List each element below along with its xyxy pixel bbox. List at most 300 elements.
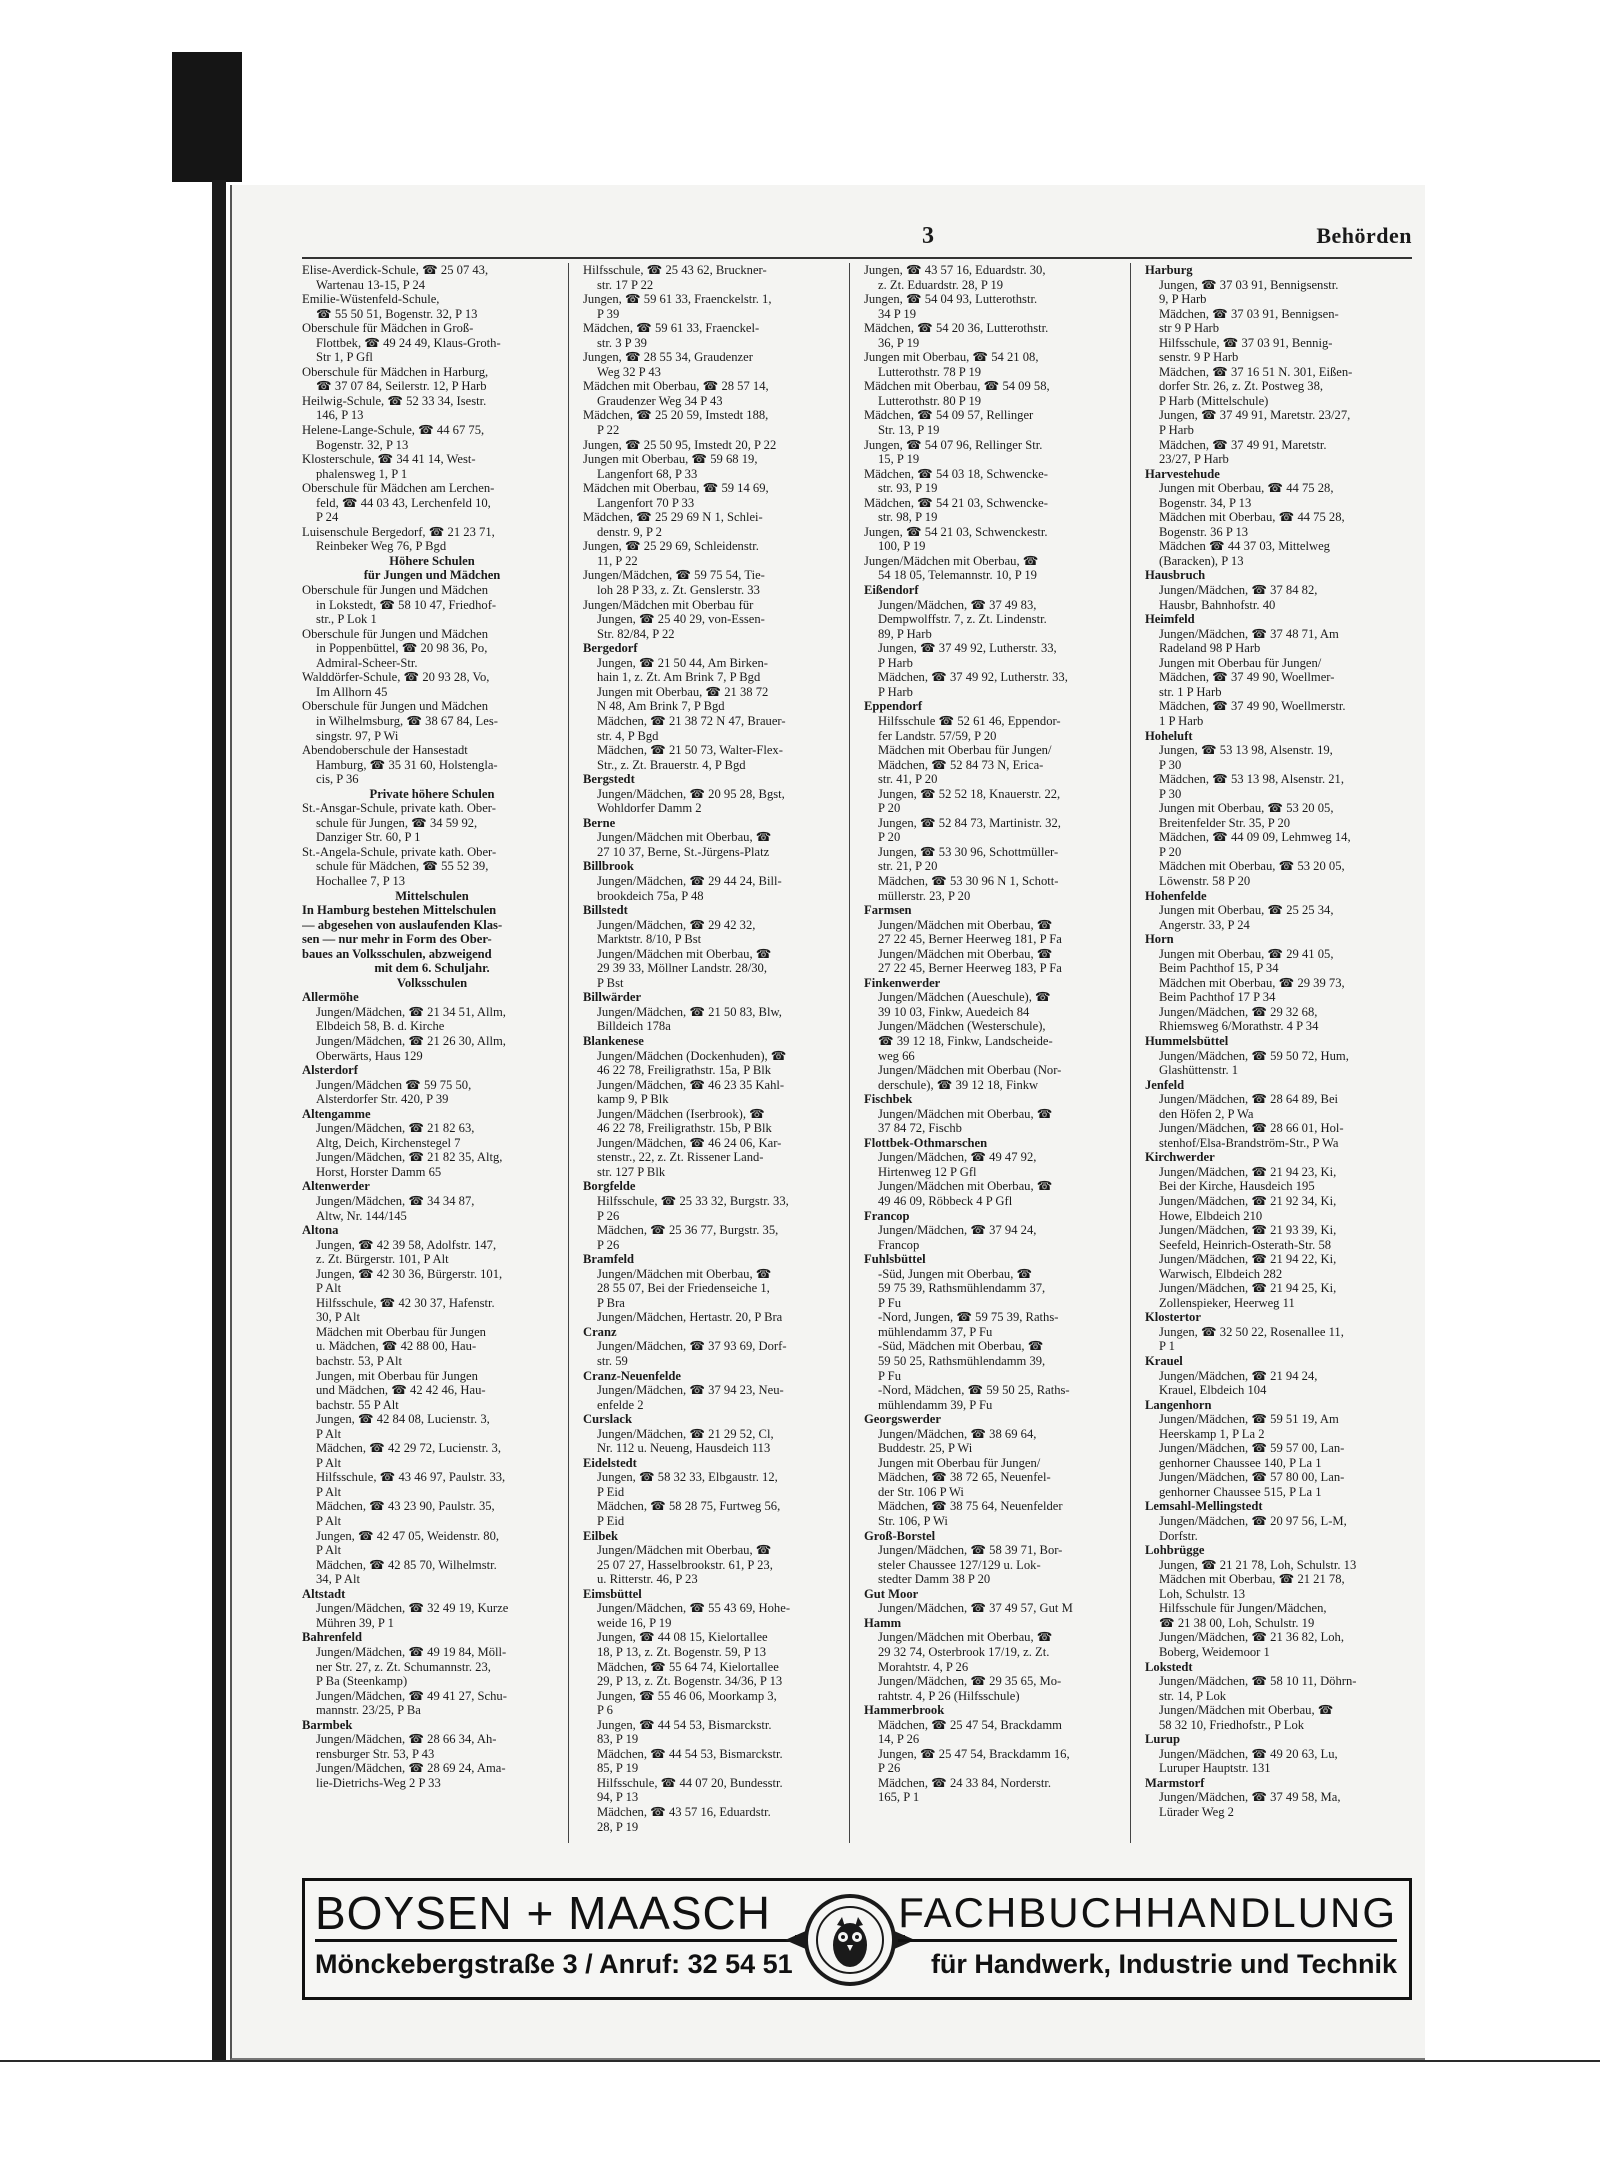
directory-line: Jungen, ☎ 28 55 34, Graudenzer (583, 350, 753, 365)
directory-line: baues an Volksschulen, abzweigend (302, 946, 492, 961)
directory-line: Mädchen, ☎ 24 33 84, Norderstr. (878, 1775, 1052, 1790)
directory-line: Bogenstr. 32, P 13 (316, 437, 409, 452)
directory-line: Wohldorfer Damm 2 (597, 801, 702, 816)
directory-line: Mädchen, ☎ 21 38 72 N 47, Brauer- (597, 713, 786, 728)
directory-line: Admiral-Scheer-Str. (316, 655, 418, 670)
directory-line: -Nord, Jungen, ☎ 59 75 39, Raths- (878, 1310, 1059, 1325)
directory-line: — abgesehen von auslaufenden Klas- (302, 917, 503, 932)
directory-line: Jungen/Mädchen, ☎ 49 41 27, Schu- (316, 1688, 507, 1703)
directory-line: 49 46 09, Röbbeck 4 P Gfl (878, 1194, 1013, 1208)
directory-line: 94, P 13 (597, 1790, 639, 1805)
directory-line: Mädchen, ☎ 58 28 75, Furtweg 56, (597, 1499, 781, 1514)
directory-line: Jungen/Mädchen mit Oberbau, ☎ (878, 946, 1053, 961)
directory-line: Jungen/Mädchen, ☎ 37 84 82, (1159, 583, 1318, 598)
directory-line: Jungen, ☎ 52 84 73, Martinistr. 32, (878, 815, 1061, 830)
directory-line: Jungen, ☎ 58 32 33, Elbgaustr. 12, (597, 1470, 778, 1485)
directory-line: Jungen/Mädchen, ☎ 29 44 24, Bill- (597, 873, 782, 888)
district-heading: Groß-Borstel (864, 1528, 936, 1543)
district-heading: Cranz (583, 1324, 617, 1339)
directory-line: Mädchen, ☎ 53 30 96 N 1, Schott- (878, 873, 1059, 888)
scan-edge-left (212, 180, 226, 2060)
directory-line: Jungen/Mädchen, ☎ 21 29 52, Cl, (597, 1426, 774, 1441)
district-heading: Eimsbüttel (583, 1586, 642, 1601)
directory-line: Jungen mit Oberbau, ☎ 53 20 05, (1159, 801, 1334, 816)
district-heading: Billbrook (583, 859, 634, 874)
directory-line: Mädchen, ☎ 54 21 03, Schwencke- (864, 495, 1048, 510)
directory-line: Jungen, ☎ 25 50 95, Imstedt 20, P 22 (583, 437, 777, 452)
directory-line: Dorfstr. (1159, 1528, 1198, 1543)
directory-line: P Alt (316, 1514, 342, 1529)
directory-line: Jungen/Mädchen (Aueschule), ☎ (878, 990, 1051, 1005)
directory-line: Jungen/Mädchen, ☎ 37 49 83, (878, 597, 1037, 612)
directory-line: str. 98, P 19 (878, 510, 938, 525)
directory-line: Jungen, ☎ 42 30 36, Bürgerstr. 101, (316, 1266, 503, 1281)
running-head: Behörden (1316, 223, 1412, 248)
directory-line: Altg, Deich, Kirchenstegel 7 (316, 1135, 461, 1150)
directory-line: Beim Pachthof 15, P 34 (1159, 961, 1279, 976)
directory-line: Jungen/Mädchen (Iserbrook), ☎ (597, 1106, 765, 1121)
directory-line: Jungen/Mädchen, ☎ 37 94 23, Neu- (597, 1383, 784, 1398)
directory-line: Bei der Kirche, Hausdeich 195 (1159, 1179, 1315, 1194)
directory-line: Jungen, mit Oberbau für Jungen (316, 1368, 478, 1383)
directory-line: Jungen/Mädchen, ☎ 59 51 19, Am (1159, 1412, 1339, 1427)
directory-line: Mädchen, ☎ 43 23 90, Paulstr. 35, (316, 1499, 495, 1514)
directory-line: Jungen mit Oberbau, ☎ 54 21 08, (864, 350, 1039, 365)
directory-line: Hilfsschule, ☎ 43 46 97, Paulstr. 33, (316, 1470, 506, 1485)
directory-line: Jungen, ☎ 42 47 05, Weidenstr. 80, (316, 1528, 500, 1543)
directory-line: Zollenspieker, Heerweg 11 (1159, 1295, 1295, 1310)
district-heading: Eißendorf (864, 583, 919, 598)
directory-line: Jungen/Mädchen, ☎ 21 36 82, Loh, (1159, 1630, 1344, 1645)
directory-line: Alsterdorfer Str. 420, P 39 (316, 1092, 449, 1107)
directory-line: Hilfsschule für Jungen/Mädchen, (1159, 1601, 1327, 1616)
section-heading: Mittelschulen (395, 888, 469, 903)
directory-line: Jungen/Mädchen, ☎ 37 49 58, Ma, (1159, 1790, 1341, 1805)
page-header (302, 223, 1412, 255)
district-heading: Eidelstedt (583, 1455, 637, 1470)
directory-line: Hilfsschule, ☎ 25 33 32, Burgstr. 33, (597, 1194, 789, 1208)
directory-line: Jungen/Mädchen, ☎ 21 34 51, Allm, (316, 1004, 506, 1019)
directory-line: In Hamburg bestehen Mittelschulen (302, 903, 497, 918)
directory-line: enfelde 2 (597, 1397, 644, 1412)
directory-line: 14, P 26 (878, 1732, 920, 1747)
directory-line: Angerstr. 33, P 24 (1159, 917, 1250, 932)
district-heading: Finkenwerder (864, 975, 941, 990)
directory-line: Mädchen, ☎ 44 54 53, Bismarckstr. (597, 1746, 783, 1761)
directory-line: Luisenschule Bergedorf, ☎ 21 23 71, (302, 524, 495, 539)
district-heading: Altona (302, 1223, 339, 1238)
directory-line: weide 16, P 19 (597, 1615, 672, 1630)
directory-line: Mädchen mit Oberbau, ☎ 44 75 28, (1159, 510, 1345, 525)
directory-line: Jungen/Mädchen mit Oberbau, ☎ (597, 1543, 772, 1558)
directory-line: P Ba (Steenkamp) (316, 1674, 408, 1689)
district-heading: Lokstedt (1145, 1659, 1193, 1674)
directory-line: derschule), ☎ 39 12 18, Finkw (878, 1077, 1039, 1092)
directory-line: Flottbek, ☎ 49 24 49, Klaus-Groth- (316, 335, 501, 350)
district-heading: Billstedt (583, 903, 628, 918)
directory-line: Jungen/Mädchen mit Oberbau, ☎ (878, 1630, 1053, 1645)
directory-line: 30, P Alt (316, 1310, 360, 1325)
directory-line: mannstr. 23/25, P Ba (316, 1703, 421, 1718)
directory-line: Jungen/Mädchen, ☎ 57 80 00, Lan- (1159, 1470, 1345, 1485)
directory-line: Lutterothstr. 78 P 19 (878, 364, 982, 379)
directory-line: Jungen/Mädchen, ☎ 20 95 28, Bgst, (597, 786, 785, 801)
directory-line: Jungen/Mädchen, ☎ 28 66 34, Ah- (316, 1732, 497, 1747)
district-heading: Heimfeld (1145, 612, 1195, 627)
directory-line: singstr. 97, P Wi (316, 728, 399, 743)
directory-line: Mädchen, ☎ 38 75 64, Neuenfelder (878, 1499, 1063, 1514)
directory-line: Jungen/Mädchen mit Oberbau für (583, 597, 754, 612)
directory-line: P Bra (597, 1295, 625, 1310)
directory-line: 1 P Harb (1159, 713, 1204, 728)
directory-line: u. Ritterstr. 46, P 23 (597, 1572, 698, 1587)
ad-left-block (315, 1887, 793, 1984)
directory-line: -Süd, Jungen mit Oberbau, ☎ (878, 1266, 1033, 1281)
directory-line: P 20 (878, 830, 901, 845)
directory-line: Jungen/Mädchen mit Oberbau, ☎ (597, 830, 772, 845)
directory-line: Jungen/Mädchen, ☎ 21 94 22, Ki, (1159, 1252, 1337, 1267)
directory-line: Jungen/Mädchen mit Oberbau, ☎ (878, 917, 1053, 932)
directory-line: dorfer Str. 26, z. Zt. Postweg 38, (1159, 379, 1324, 394)
directory-line: Jungen, ☎ 25 47 54, Brackdamm 16, (878, 1746, 1070, 1761)
directory-line: P 1 (1159, 1339, 1175, 1354)
district-heading: Bramfeld (583, 1252, 635, 1267)
directory-line: in Lokstedt, ☎ 58 10 47, Friedhof- (316, 597, 497, 612)
directory-line: P Harb (Mittelschule) (1159, 393, 1269, 408)
directory-line: Beim Pachthof 17 P 34 (1159, 990, 1276, 1005)
directory-line: lie-Dietrichs-Weg 2 P 33 (316, 1775, 441, 1790)
district-heading: Bahrenfeld (302, 1630, 362, 1645)
directory-line: genhorner Chaussee 515, P La 1 (1159, 1484, 1322, 1499)
directory-line: fer Landstr. 57/59, P 20 (878, 728, 997, 743)
district-heading: Horn (1145, 932, 1174, 947)
directory-line: Jungen/Mädchen mit Oberbau (Nor- (878, 1063, 1062, 1078)
directory-line: Mädchen, ☎ 53 13 98, Alsenstr. 21, (1159, 772, 1344, 787)
directory-line: Mädchen, ☎ 54 09 57, Rellinger (864, 408, 1034, 423)
directory-line: P Harb (878, 655, 913, 670)
directory-line: Reinbeker Weg 76, P Bgd (316, 539, 447, 554)
district-heading: Hamm (864, 1615, 902, 1630)
directory-line: Jungen/Mädchen, ☎ 46 24 06, Kar- (597, 1135, 782, 1150)
district-heading: Fischbek (864, 1092, 913, 1107)
directory-line: Mädchen, ☎ 37 16 51 N. 301, Eißen- (1159, 364, 1353, 379)
directory-line: Mädchen, ☎ 59 61 33, Fraenckel- (583, 321, 760, 336)
directory-line: Str. 82/84, P 22 (597, 626, 675, 641)
directory-line: weg 66 (878, 1048, 915, 1063)
directory-line: Francop (878, 1237, 920, 1252)
directory-line: Dempwolffstr. 7, z. Zt. Lindenstr. (878, 612, 1047, 627)
directory-line: Str., z. Zt. Brauerstr. 4, P Bgd (597, 757, 746, 772)
directory-line: Jungen, ☎ 21 50 44, Am Birken- (597, 655, 768, 670)
directory-line: Jungen, ☎ 55 46 06, Moorkamp 3, (597, 1688, 777, 1703)
directory-line: 11, P 22 (597, 553, 638, 568)
directory-line: 100, P 19 (878, 539, 926, 554)
directory-line: Graudenzer Weg 34 P 43 (597, 393, 723, 408)
directory-line: Jungen/Mädchen, ☎ 58 39 71, Bor- (878, 1543, 1063, 1558)
directory-line: P 30 (1159, 786, 1182, 801)
directory-line: P 30 (1159, 757, 1182, 772)
directory-line: 27 22 45, Berner Heerweg 183, P Fa (878, 961, 1062, 976)
directory-line: Jungen/Mädchen, Hertastr. 20, P Bra (597, 1310, 783, 1325)
district-heading: Berne (583, 815, 616, 830)
header-rule (302, 257, 1412, 259)
directory-line: ☎ 21 38 00, Loh, Schulstr. 19 (1159, 1615, 1315, 1630)
directory-line: Billdeich 178a (597, 1019, 671, 1034)
directory-line: Jungen, ☎ 21 21 78, Loh, Schulstr. 13 (1159, 1557, 1357, 1572)
directory-line: 165, P 1 (878, 1790, 920, 1805)
directory-line: Jungen, ☎ 54 21 03, Schwenckestr. (864, 524, 1048, 539)
directory-line: str 9 P Harb (1159, 321, 1220, 336)
directory-line: Jungen/Mädchen ☎ 59 75 50, (316, 1077, 472, 1092)
directory-line: Jungen/Mädchen, ☎ 32 49 19, Kurze (316, 1601, 509, 1616)
directory-line: Jungen/Mädchen, ☎ 21 82 63, (316, 1121, 475, 1136)
directory-line: senstr. 9 P Harb (1159, 350, 1239, 365)
directory-line: 83, P 19 (597, 1732, 639, 1747)
directory-line: Jungen/Mädchen, ☎ 28 66 01, Hol- (1159, 1121, 1344, 1136)
directory-line: Mädchen, ☎ 37 49 91, Maretstr. (1159, 437, 1327, 452)
district-heading: Eilbek (583, 1528, 618, 1543)
directory-line: Walddörfer-Schule, ☎ 20 93 28, Vo, (302, 670, 490, 685)
section-heading: Private höhere Schulen (369, 786, 495, 801)
directory-line: Morahtstr. 4, P 26 (878, 1659, 969, 1674)
directory-line: Jungen/Mädchen, ☎ 59 75 54, Tie- (583, 568, 765, 583)
directory-line: Hausbr, Bahnhofstr. 40 (1159, 597, 1276, 612)
directory-line: Mädchen, ☎ 25 36 77, Burgstr. 35, (597, 1223, 779, 1238)
district-heading: Hoheluft (1145, 728, 1193, 743)
directory-line: hain 1, z. Zt. Am Brink 7, P Bgd (597, 670, 761, 685)
directory-line: Heerskamp 1, P La 2 (1159, 1426, 1265, 1441)
directory-line: str. 3 P 39 (597, 335, 647, 350)
district-heading: Jenfeld (1145, 1077, 1185, 1092)
directory-line: Emilie-Wüstenfeld-Schule, (302, 292, 440, 307)
district-heading: Lemsahl-Mellingstedt (1145, 1499, 1263, 1514)
directory-line: Elbdeich 58, B. d. Kirche (316, 1019, 445, 1034)
directory-line: Jungen/Mädchen, ☎ 29 35 65, Mo- (878, 1674, 1062, 1689)
directory-line: Helene-Lange-Schule, ☎ 44 67 75, (302, 423, 485, 438)
directory-line: Jungen/Mädchen, ☎ 58 10 11, Döhrn- (1159, 1674, 1357, 1689)
directory-line: Mädchen, ☎ 25 47 54, Brackdamm (878, 1717, 1062, 1732)
district-heading: Farmsen (864, 903, 912, 918)
directory-line: Bogenstr. 36 P 13 (1159, 524, 1249, 539)
directory-line: Warwisch, Elbdeich 282 (1159, 1266, 1283, 1281)
directory-line: 54 18 05, Telemannstr. 10, P 19 (878, 568, 1037, 583)
directory-line: Krauel, Elbdeich 104 (1159, 1383, 1267, 1398)
page-number: 3 (922, 223, 934, 249)
directory-line: Jungen/Mädchen mit Oberbau, ☎ (878, 1179, 1053, 1194)
directory-line: Danziger Str. 60, P 1 (316, 830, 421, 845)
district-heading: Hohenfelde (1145, 888, 1207, 903)
directory-line: -Süd, Mädchen mit Oberbau, ☎ (878, 1339, 1044, 1354)
directory-line: 23/27, P Harb (1159, 452, 1229, 467)
directory-line: Jungen, ☎ 43 57 16, Eduardstr. 30, (864, 263, 1046, 277)
directory-line: Howe, Elbdeich 210 (1159, 1208, 1263, 1223)
directory-line: P Fu (878, 1368, 901, 1383)
directory-line: 27 10 37, Berne, St.-Jürgens-Platz (597, 844, 770, 859)
directory-line: steler Chaussee 127/129 u. Lok- (878, 1557, 1041, 1572)
directory-line: Jungen, ☎ 42 84 08, Lucienstr. 3, (316, 1412, 490, 1427)
directory-line: P Fu (878, 1295, 901, 1310)
directory-line: Mädchen mit Oberbau für Jungen/ (878, 743, 1052, 758)
district-heading: Harvestehude (1145, 466, 1220, 481)
directory-line: Jungen/Mädchen, ☎ 49 20 63, Lu, (1159, 1746, 1338, 1761)
directory-line: Mädchen mit Oberbau für Jungen (316, 1324, 486, 1339)
directory-line: 25 07 27, Hasselbrookstr. 61, P 23, (597, 1557, 773, 1572)
directory-line: mühlendamm 39, P Fu (878, 1397, 993, 1412)
directory-line: phalensweg 1, P 1 (316, 466, 408, 481)
directory-line: loh 28 P 33, z. Zt. Genslerstr. 33 (597, 583, 760, 598)
directory-line: Jungen, ☎ 25 29 69, Schleidenstr. (583, 539, 759, 554)
scan-edge-top (172, 52, 242, 182)
directory-line: P 26 (878, 1761, 901, 1776)
directory-columns (302, 263, 1412, 1843)
directory-line: Mädchen, ☎ 37 49 90, Woellmer- (1159, 670, 1335, 685)
directory-line: Jungen/Mädchen, ☎ 21 93 39, Ki, (1159, 1223, 1337, 1238)
directory-line: Seefeld, Heinrich-Osterath-Str. 58 (1159, 1237, 1332, 1252)
directory-line: 58 32 10, Friedhofstr., P Lok (1159, 1717, 1305, 1732)
directory-line: Mädchen, ☎ 25 20 59, Imstedt 188, (583, 408, 769, 423)
directory-line: str. 127 P Blk (597, 1164, 666, 1179)
directory-line: Jungen mit Oberbau, ☎ 25 25 34, (1159, 903, 1334, 918)
directory-line: sen — nur mehr in Form des Ober- (302, 932, 492, 947)
directory-line: Horst, Horster Damm 65 (316, 1164, 442, 1179)
directory-line: P Alt (316, 1281, 342, 1296)
ad-address: Mönckebergstraße 3 / Anruf: 32 54 51 (315, 1939, 793, 1984)
directory-line: rensburger Str. 53, P 43 (316, 1746, 435, 1761)
directory-line: denstr. 9, P 2 (597, 524, 662, 539)
directory-line: Jungen/Mädchen, ☎ 21 92 34, Ki, (1159, 1194, 1337, 1208)
directory-line: Mädchen mit Oberbau, ☎ 54 09 58, (864, 379, 1050, 394)
directory-line: Langenfort 70 P 33 (597, 495, 695, 510)
directory-line: 59 50 25, Rathsmühlendamm 39, (878, 1354, 1046, 1369)
directory-line: Jungen/Mädchen, ☎ 49 47 92, (878, 1150, 1037, 1165)
directory-line: Hochallee 7, P 13 (316, 873, 406, 888)
directory-line: Mädchen, ☎ 38 72 65, Neuenfel- (878, 1470, 1051, 1485)
directory-line: Hamburg, ☎ 35 31 60, Holstengla- (316, 757, 498, 772)
directory-line: P Alt (316, 1484, 342, 1499)
directory-line: Str. 13, P 19 (878, 423, 940, 438)
district-heading: Krauel (1145, 1354, 1183, 1369)
ad-company-name: BOYSEN + MAASCH (315, 1887, 771, 1939)
directory-line: Altw, Nr. 144/145 (316, 1208, 407, 1223)
directory-line: Mädchen mit Oberbau, ☎ 21 21 78, (1159, 1572, 1345, 1587)
directory-line: Mädchen, ☎ 25 29 69 N 1, Schlei- (583, 510, 763, 525)
directory-line: N 48, Am Brink 7, P Bgd (597, 699, 725, 714)
directory-line: Oberwärts, Haus 129 (316, 1048, 423, 1063)
directory-line: 85, P 19 (597, 1761, 639, 1776)
directory-line: in Poppenbüttel, ☎ 20 98 36, Po, (316, 641, 488, 656)
directory-line: bachstr. 55 P Alt (316, 1397, 399, 1412)
directory-line: Jungen, ☎ 44 08 15, Kielortallee (597, 1630, 768, 1645)
directory-line: feld, ☎ 44 03 43, Lerchenfeld 10, (316, 495, 491, 510)
directory-line: Jungen/Mädchen, ☎ 59 57 00, Lan- (1159, 1441, 1345, 1456)
directory-line: 46 22 78, Freiligrathstr. 15b, P Blk (597, 1121, 772, 1136)
directory-line: Mädchen, ☎ 37 49 90, Woellmerstr. (1159, 699, 1346, 714)
directory-line: P Alt (316, 1426, 342, 1441)
directory-line: Jungen, ☎ 52 52 18, Knauerstr. 22, (878, 786, 1061, 801)
directory-line: Mädchen, ☎ 52 84 73 N, Erica- (878, 757, 1044, 772)
directory-line: Jungen/Mädchen, ☎ 21 26 30, Allm, (316, 1033, 506, 1048)
directory-line: brookdeich 75a, P 48 (597, 888, 704, 903)
directory-line: mühlendamm 37, P Fu (878, 1324, 993, 1339)
directory-line: Jungen, ☎ 37 49 91, Maretstr. 23/27, (1159, 408, 1351, 423)
directory-line: Mühren 39, P 1 (316, 1615, 394, 1630)
directory-line: P Eid (597, 1514, 625, 1529)
directory-line: Jungen, ☎ 53 30 96, Schottmüller- (878, 844, 1059, 859)
directory-line: Jungen/Mädchen, ☎ 49 19 84, Möll- (316, 1644, 507, 1659)
directory-line: Oberschule für Mädchen in Groß- (302, 321, 474, 336)
directory-line: Elise-Averdick-Schule, ☎ 25 07 43, (302, 263, 489, 277)
directory-line: Jungen mit Oberbau, ☎ 59 68 19, (583, 452, 758, 467)
directory-line: Mädchen mit Oberbau, ☎ 29 39 73, (1159, 975, 1345, 990)
directory-line: str. 21, P 20 (878, 859, 938, 874)
section-heading: mit dem 6. Schuljahr. (374, 961, 490, 976)
directory-line: Klosterschule, ☎ 34 41 14, West- (302, 452, 476, 467)
scan-bottom-line (0, 2060, 1600, 2062)
district-heading: Lohbrügge (1145, 1543, 1205, 1558)
directory-line: str. 93, P 19 (878, 481, 938, 496)
directory-line: Mädchen, ☎ 43 57 16, Eduardstr. (597, 1804, 771, 1819)
directory-line: Jungen mit Oberbau, ☎ 29 41 05, (1159, 946, 1334, 961)
directory-line: cis, P 36 (316, 772, 359, 787)
directory-line: Wartenau 13-15, P 24 (316, 277, 426, 292)
directory-line: Jungen/Mädchen, ☎ 20 97 56, L-M, (1159, 1514, 1347, 1529)
directory-line: Jungen, ☎ 37 49 92, Lutherstr. 33, (878, 641, 1057, 656)
district-heading: Gut Moor (864, 1586, 919, 1601)
directory-line: 89, P Harb (878, 626, 932, 641)
directory-line: Radeland 98 P Harb (1159, 641, 1261, 656)
directory-line: Langenfort 68, P 33 (597, 466, 698, 481)
directory-line: Oberschule für Jungen und Mädchen (302, 583, 489, 598)
directory-line: ☎ 55 50 51, Bogenstr. 32, P 13 (316, 306, 478, 321)
ad-title: FACHBUCHHANDLUNG (898, 1889, 1397, 1936)
directory-line: P 39 (597, 306, 620, 321)
directory-line: Lutterothstr. 80 P 19 (878, 393, 982, 408)
directory-line: der Str. 106 P Wi (878, 1484, 964, 1499)
directory-line: Luruper Hauptstr. 131 (1159, 1761, 1271, 1776)
directory-line: Jungen/Mädchen, ☎ 28 69 24, Ama- (316, 1761, 506, 1776)
directory-line: Weg 32 P 43 (597, 364, 661, 379)
directory-line: den Höfen 2, P Wa (1159, 1106, 1254, 1121)
directory-line: Str. 106, P Wi (878, 1514, 948, 1529)
district-heading: Altstadt (302, 1586, 346, 1601)
directory-line: und Mädchen, ☎ 42 42 46, Hau- (316, 1383, 486, 1398)
directory-line: -Nord, Mädchen, ☎ 59 50 25, Raths- (878, 1383, 1070, 1398)
directory-line: Jungen/Mädchen, ☎ 21 50 83, Blw, (597, 1004, 782, 1019)
directory-line: Jungen mit Oberbau, ☎ 44 75 28, (1159, 481, 1334, 496)
directory-line: (Baracken), P 13 (1159, 553, 1244, 568)
directory-line: Heilwig-Schule, ☎ 52 33 34, Isestr. (302, 393, 487, 408)
directory-line: Jungen/Mädchen, ☎ 59 50 72, Hum, (1159, 1048, 1349, 1063)
district-heading: Altenwerder (302, 1179, 370, 1194)
directory-line: P 26 (597, 1237, 620, 1252)
district-heading: Flottbek-Othmarschen (864, 1135, 988, 1150)
directory-line: Jungen/Mädchen mit Oberbau, ☎ (597, 1266, 772, 1281)
directory-line: Hilfsschule, ☎ 37 03 91, Bennig- (1159, 335, 1333, 350)
directory-line: Loh, Schulstr. 13 (1159, 1586, 1246, 1601)
directory-line: Oberschule für Jungen und Mädchen (302, 626, 489, 641)
directory-line: Jungen/Mädchen mit Oberbau, ☎ (878, 1106, 1053, 1121)
directory-line: Mädchen, ☎ 44 09 09, Lehmweg 14, (1159, 830, 1351, 845)
directory-line: Mädchen mit Oberbau, ☎ 28 57 14, (583, 379, 769, 394)
directory-line: schule für Jungen, ☎ 34 59 92, (316, 815, 478, 830)
directory-line: 46 22 78, Freiligrathstr. 15a, P Blk (597, 1063, 772, 1078)
directory-line: P 6 (597, 1703, 613, 1718)
directory-line: Mädchen, ☎ 37 03 91, Bennigsen- (1159, 306, 1339, 321)
directory-line: P 20 (878, 801, 901, 816)
directory-line: Jungen/Mädchen (Dockenhuden), ☎ (597, 1048, 787, 1063)
directory-line: str. 59 (597, 1354, 628, 1369)
district-heading: Harburg (1145, 263, 1193, 277)
